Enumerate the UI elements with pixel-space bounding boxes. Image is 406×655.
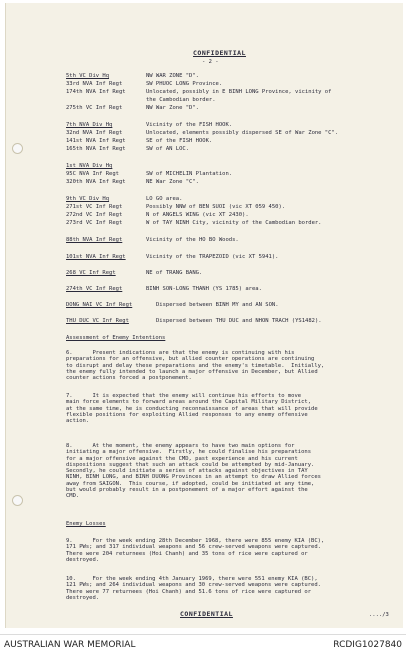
unit-name: 320th NVA Inf Regt <box>66 179 126 185</box>
paragraph-8: 8. At the moment, the enemy appears to have two main options for initiating a major offensive. Firstly, he could finalise his preparations for a major offensive against the CMD, past experience and his current dispositions suggest that such an attack could be attempted by mid-January. Secondly, he could initiate a series of attacks against objectives in TAY NINH, BINH LONG, and BINH DUONG Provinces in an attempt to draw Allied forces away from SAIGON. This course, if adopted, could be initiated at any time, but would probably result in a postponement of a major effort against the CMD. <box>66 443 321 500</box>
unit-location: SW of MICHELIN Plantation. <box>146 171 233 177</box>
unit-location: the Cambodian border. <box>146 97 216 103</box>
unit-location: NW War Zone "D". <box>146 105 199 111</box>
section-heading-assessment: Assessment of Enemy Intentions <box>66 335 166 341</box>
page-number: - 2 - <box>202 59 219 65</box>
unit-location: Vicinity of the FISH HOOK. <box>146 122 233 128</box>
unit-name: 88th NVA Inf Regt <box>66 237 123 243</box>
unit-location: Possibly NNW of BEN SUOI (vic XT 059 450). <box>146 204 286 210</box>
unit-location: W of TAY NINH City, vicinity of the Cambodian border. <box>146 220 322 226</box>
unit-location: SE of the FISH HOOK. <box>146 138 213 144</box>
archive-footer-bar <box>0 634 406 655</box>
unit-name: 174th NVA Inf Regt <box>66 89 126 95</box>
classification-header: CONFIDENTIAL <box>193 49 246 57</box>
document-page <box>5 3 403 628</box>
section-heading-losses: Enemy Losses <box>66 521 106 527</box>
unit-name: 272nd VC Inf Regt <box>66 212 123 218</box>
unit-name: 7th NVA Div Hq <box>66 122 113 128</box>
unit-name: 95C NVA Inf Regt <box>66 171 119 177</box>
unit-location: N of ANGELS WING (vic XT 2430). <box>146 212 249 218</box>
unit-location: Dispersed between THU DUC and NHON TRACH (YS1482). <box>156 318 322 324</box>
paragraph-7: 7. It is expected that the enemy will continue his efforts to move main force elements to forward areas around the Capital Military District, at the same time, he is conducting reconnaissance of areas that will provide flexible positions for exploiting Allied responses to any enemy offensive action. <box>66 393 318 425</box>
unit-location: SW of AN LOC. <box>146 146 190 152</box>
unit-name: 32nd NVA Inf Regt <box>66 130 123 136</box>
unit-location: Unlocated, possibly in E BINH LONG Province, vicinity of <box>146 89 332 95</box>
classification-footer: CONFIDENTIAL <box>180 610 233 618</box>
unit-location: Unlocated, elements possibly dispersed SE of War Zone "C". <box>146 130 339 136</box>
unit-name: 33rd NVA Inf Regt <box>66 81 123 87</box>
paragraph-10: 10. For the week ending 4th January 1969, there were 551 enemy KIA (BC), 121 PWs; and 264 individual weapons and 30 crew-served weapons were captured. There were 77 returnees (Hoi Chanh) and 51.6 tons of rice were captured or destroyed. <box>66 576 321 601</box>
unit-location: NW WAR ZONE "D". <box>146 73 199 79</box>
punch-hole-bottom <box>12 495 23 506</box>
unit-location: NE of TRANG BANG. <box>146 270 203 276</box>
unit-name: 5th VC Div Hq <box>66 73 110 79</box>
unit-name: 9th VC Div Hq <box>66 196 110 202</box>
unit-name: 271st VC Inf Regt <box>66 204 123 210</box>
unit-name: 275th VC Inf Regt <box>66 105 123 111</box>
unit-name: 141st NVA Inf Regt <box>66 138 126 144</box>
paragraph-6: 6. Present indications are that the enemy is continuing with his preparations for an offensive, but allied counter operations are continuing to disrupt and delay these preparations and the enemy's timetable. Initially, the enemy fully intended to launch a major offensive in December, but Allied counter actions forced a postponement. <box>66 350 325 382</box>
unit-location: Vicinity of the HO BO Woods. <box>146 237 239 243</box>
archive-reference: RCDIG1027840 <box>333 640 402 650</box>
unit-name: DONG NAI VC Inf Regt <box>66 302 133 308</box>
unit-name: 268 VC Inf Regt <box>66 270 116 276</box>
unit-location: LO GO area. <box>146 196 183 202</box>
unit-name: 1st NVA Div Hq <box>66 163 113 169</box>
paragraph-9: 9. For the week ending 28th December 1968, there were 855 enemy KIA (BC), 171 PWs; and 317 individual weapons and 56 crew-served weapons were captured. There were 204 returnees (Hoi Chanh) and 35 tons of rice were captured or destroyed. <box>66 538 325 563</box>
unit-location: BINH SON-LONG THANH (YS 1785) area. <box>146 286 262 292</box>
unit-name: 101st NVA Inf Regt <box>66 254 126 260</box>
unit-location: SW PHUOC LONG Province. <box>146 81 223 87</box>
unit-location: NE War Zone "C". <box>146 179 199 185</box>
unit-location: Dispersed between BINH MY and AN SON. <box>156 302 279 308</box>
unit-name: THU DUC VC Inf Regt <box>66 318 129 324</box>
unit-name: 274th VC Inf Regt <box>66 286 123 292</box>
punch-hole-top <box>12 143 23 154</box>
unit-name: 273rd VC Inf Regt <box>66 220 123 226</box>
archive-name: AUSTRALIAN WAR MEMORIAL <box>4 640 136 650</box>
continuation-marker: ..../3 <box>369 612 389 618</box>
unit-name: 165th NVA Inf Regt <box>66 146 126 152</box>
unit-location: Vicinity of the TRAPEZOID (vic XT 5941). <box>146 254 279 260</box>
